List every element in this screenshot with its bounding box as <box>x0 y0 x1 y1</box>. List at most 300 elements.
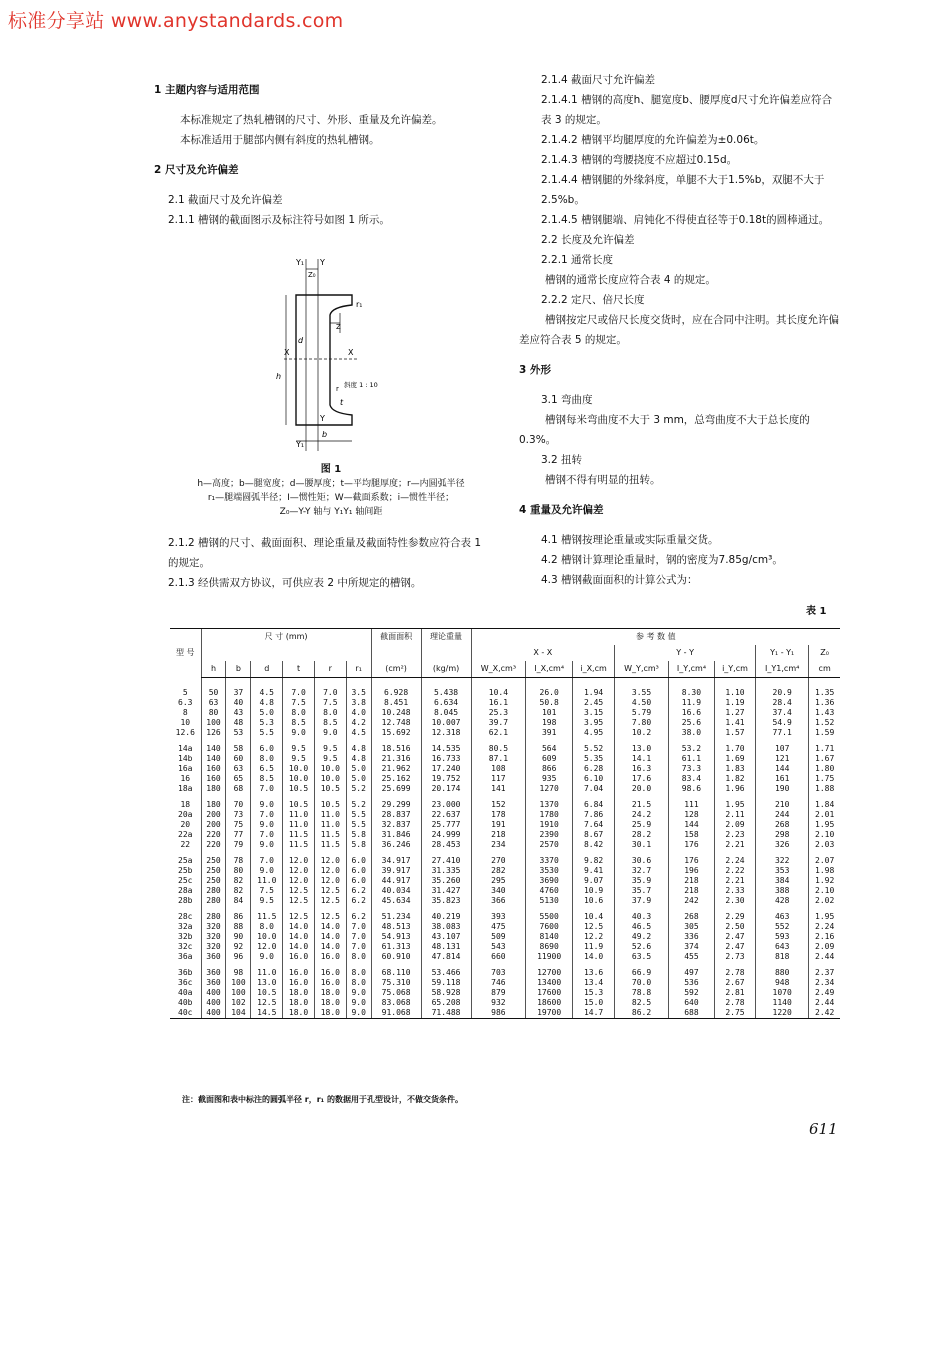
paragraph: 2.1 截面尺寸及允许偏差 <box>168 194 283 206</box>
table-cell: 6.84 <box>573 794 615 810</box>
table-cell: 8.30 <box>668 678 714 699</box>
table-cell: 10.5 <box>283 794 315 810</box>
table-cell: 10.2 <box>615 728 669 738</box>
table-cell: 13.4 <box>573 978 615 988</box>
table-cell: 7.0 <box>346 942 371 952</box>
table-cell: 19700 <box>526 1008 573 1019</box>
table-cell: 100 <box>226 988 251 998</box>
cell-model: 28c <box>178 912 193 921</box>
table-cell: 2.47 <box>714 942 755 952</box>
table-cell: 1.71 <box>809 738 840 754</box>
table-row <box>170 886 840 896</box>
table-cell: 14.7 <box>573 1008 615 1019</box>
table-cell: 11.5 <box>314 840 346 850</box>
table-cell: 2.29 <box>714 906 755 922</box>
table-cell: 880 <box>756 962 809 978</box>
table-cell: 12.5 <box>251 998 283 1008</box>
th-xx: X - X <box>471 645 615 661</box>
paragraph: 槽钢不得有明显的扭转。 <box>545 474 661 486</box>
table-cell: 475 <box>471 922 526 932</box>
table-cell: 1070 <box>756 988 809 998</box>
table-cell: 6.0 <box>346 850 371 866</box>
table-cell: 11.0 <box>314 810 346 820</box>
paragraph: 4.3 槽钢截面面积的计算公式为： <box>541 574 698 586</box>
table-cell: 22.637 <box>421 810 471 820</box>
paragraph: 槽钢每米弯曲度不大于 3 mm，总弯曲度不大于总长度的0.3%。 <box>519 414 810 446</box>
table-cell: 3.15 <box>573 708 615 718</box>
table-cell: 12.2 <box>573 932 615 942</box>
th-area: 截面面积 <box>371 629 421 646</box>
table-cell: 14.0 <box>283 932 315 942</box>
th-z0: Z₀ <box>809 645 840 661</box>
table-cell: 60.910 <box>371 952 421 962</box>
th-r1: r₁ <box>346 661 371 678</box>
left-column-continued <box>154 533 490 593</box>
table-cell: 3.95 <box>573 718 615 728</box>
watermark[interactable]: 标准分享站 www.anystandards.com <box>8 10 344 32</box>
table-cell: 91.068 <box>371 1008 421 1019</box>
table-row <box>170 698 840 708</box>
table-cell: 2.23 <box>714 830 755 840</box>
table-cell: 12.318 <box>421 728 471 738</box>
table-cell: 198 <box>526 718 573 728</box>
th-ref: 参 考 数 值 <box>471 629 840 646</box>
table-cell: 1.80 <box>809 764 840 774</box>
table-cell: 4.8 <box>346 738 371 754</box>
table-cell: 14.0 <box>283 922 315 932</box>
table-cell: 7.04 <box>573 784 615 794</box>
paragraph: 槽钢按定尺或倍尺长度交货时，应在合同中注明。其长度允许偏差应符合表 5 的规定。 <box>519 314 839 346</box>
table-cell: 1.10 <box>714 678 755 699</box>
table-row <box>170 998 840 1008</box>
table-cell: 6.634 <box>421 698 471 708</box>
table-cell: 52.6 <box>615 942 669 952</box>
table-cell: 11.5 <box>251 906 283 922</box>
table-cell: 15.0 <box>573 998 615 1008</box>
th-d: d <box>251 661 283 678</box>
section-heading: 1 主题内容与适用范围 <box>154 84 260 96</box>
table-cell: 11.9 <box>573 942 615 952</box>
table-cell: 53.466 <box>421 962 471 978</box>
table-cell: 5.52 <box>573 738 615 754</box>
table-cell: 9.5 <box>314 738 346 754</box>
table-cell: 196 <box>668 866 714 876</box>
table-cell: 5.3 <box>251 718 283 728</box>
table-row <box>170 896 840 906</box>
paragraph: 2.1.4.3 槽钢的弯腰挠度不应超过0.15d。 <box>541 154 738 166</box>
table-cell: 8.0 <box>314 708 346 718</box>
fig-label-y1-top: Y₁ <box>296 258 305 267</box>
table-cell: 340 <box>471 886 526 896</box>
table-cell: 688 <box>668 1008 714 1019</box>
table-cell: 101 <box>526 708 573 718</box>
table-cell: 158 <box>668 830 714 840</box>
table-cell: 86.2 <box>615 1008 669 1019</box>
cell-model: 36c <box>178 978 193 987</box>
table-cell: 12700 <box>526 962 573 978</box>
table-cell: 4.50 <box>615 698 669 708</box>
cell-model: 32c <box>178 942 193 951</box>
table-cell: 16.0 <box>283 978 315 988</box>
table-cell: 9.82 <box>573 850 615 866</box>
cell-model: 14a <box>178 744 193 753</box>
table-cell: 141 <box>471 784 526 794</box>
th-dims: 尺 寸 (mm) <box>201 629 371 646</box>
table-cell: 320 <box>201 942 226 952</box>
table-cell: 46.5 <box>615 922 669 932</box>
table-cell: 2.22 <box>714 866 755 876</box>
table-cell: 1.52 <box>809 718 840 728</box>
table-cell: 295 <box>471 876 526 886</box>
table-cell: 66.9 <box>615 962 669 978</box>
table-cell: 270 <box>471 850 526 866</box>
cell-model: 36b <box>178 968 193 977</box>
table-cell: 75 <box>226 820 251 830</box>
table-cell: 7.0 <box>251 850 283 866</box>
table-cell: 9.5 <box>283 738 315 754</box>
table-cell: 8.5 <box>283 718 315 728</box>
table-cell: 5.5 <box>346 820 371 830</box>
table-cell: 305 <box>668 922 714 932</box>
table-cell: 391 <box>526 728 573 738</box>
table-cell: 360 <box>201 952 226 962</box>
table-cell: 100 <box>226 978 251 988</box>
table-row <box>170 962 840 978</box>
table-cell: 1780 <box>526 810 573 820</box>
figure-caption-line: Z₀—Y-Y 轴与 Y₁Y₁ 轴间距 <box>279 507 383 517</box>
paragraph: 2.1.3 经供需双方协议，可供应表 2 中所规定的槽钢。 <box>168 577 422 589</box>
table-row <box>170 840 840 850</box>
table-cell: 1.82 <box>714 774 755 784</box>
table-cell: 35.9 <box>615 876 669 886</box>
cell-model: 18a <box>178 784 193 793</box>
cell-model: 8 <box>182 708 188 717</box>
table-cell: 14.535 <box>421 738 471 754</box>
table-cell: 366 <box>471 896 526 906</box>
left-column <box>154 80 490 230</box>
table-cell: 16.733 <box>421 754 471 764</box>
channel-section-figure <box>240 255 400 455</box>
table-cell: 54.913 <box>371 932 421 942</box>
table-cell: 36.246 <box>371 840 421 850</box>
cell-model: 25b <box>178 866 193 875</box>
table-cell: 463 <box>756 906 809 922</box>
table-cell: 2570 <box>526 840 573 850</box>
table-cell: 2.24 <box>809 922 840 932</box>
table-cell: 27.410 <box>421 850 471 866</box>
table-cell: 2.21 <box>714 840 755 850</box>
table-cell: 7.80 <box>615 718 669 728</box>
table-cell: 9.0 <box>251 952 283 962</box>
table-cell: 400 <box>201 988 226 998</box>
table-cell: 23.000 <box>421 794 471 810</box>
table-cell: 11.0 <box>251 962 283 978</box>
table-cell: 4760 <box>526 886 573 896</box>
table-cell: 5.5 <box>346 810 371 820</box>
table-cell: 82 <box>226 886 251 896</box>
table-cell: 2.73 <box>714 952 755 962</box>
table-cell: 5.0 <box>346 764 371 774</box>
table-cell: 28.837 <box>371 810 421 820</box>
table-cell: 12.5 <box>314 906 346 922</box>
table-cell: 63 <box>201 698 226 708</box>
table-cell: 54.9 <box>756 718 809 728</box>
table-cell: 8.451 <box>371 698 421 708</box>
table-cell: 455 <box>668 952 714 962</box>
table-cell: 298 <box>756 830 809 840</box>
table-cell: 12.0 <box>283 850 315 866</box>
th-b: b <box>226 661 251 678</box>
table-cell: 3.55 <box>615 678 669 699</box>
table-cell: 1.94 <box>573 678 615 699</box>
table-cell: 32.7 <box>615 866 669 876</box>
table-cell: 176 <box>668 850 714 866</box>
table-cell: 18.0 <box>314 998 346 1008</box>
table-cell: 65 <box>226 774 251 784</box>
table-cell: 28.453 <box>421 840 471 850</box>
table-cell: 28.4 <box>756 698 809 708</box>
th-weight-unit: (kg/m) <box>421 661 471 678</box>
table-cell: 746 <box>471 978 526 988</box>
table-cell: 2.09 <box>809 942 840 952</box>
paragraph: 2.1.2 槽钢的尺寸、截面面积、理论重量及截面特性参数应符合表 1 的规定。 <box>168 537 482 569</box>
table-cell: 18.0 <box>283 988 315 998</box>
table-cell: 92 <box>226 942 251 952</box>
table-cell: 20.9 <box>756 678 809 699</box>
figure-title: 图 1 <box>320 464 342 475</box>
table-cell: 79 <box>226 840 251 850</box>
table-cell: 552 <box>756 922 809 932</box>
table-cell: 13400 <box>526 978 573 988</box>
table-cell: 428 <box>756 896 809 906</box>
cell-model: 22a <box>178 830 193 839</box>
table-cell: 2.34 <box>809 978 840 988</box>
table-cell: 35.823 <box>421 896 471 906</box>
paragraph: 2.1.4 截面尺寸允许偏差 <box>541 74 656 86</box>
table-cell: 4.2 <box>346 718 371 728</box>
table-cell: 18.0 <box>314 1008 346 1019</box>
paragraph: 本标准规定了热轧槽钢的尺寸、外形、重量及允许偏差。 <box>180 114 443 126</box>
table-cell: 986 <box>471 1008 526 1019</box>
table-cell: 12.0 <box>314 876 346 886</box>
table-cell: 9.0 <box>251 840 283 850</box>
table-cell: 7.5 <box>251 886 283 896</box>
cell-model: 16a <box>178 764 193 773</box>
table-cell: 4.8 <box>251 698 283 708</box>
table-cell: 10.4 <box>573 906 615 922</box>
table-cell: 20.174 <box>421 784 471 794</box>
table-cell: 48 <box>226 718 251 728</box>
cell-model: 22 <box>180 840 191 849</box>
table-cell: 1.69 <box>714 754 755 764</box>
table-cell: 1.59 <box>809 728 840 738</box>
table-cell: 9.5 <box>251 896 283 906</box>
table-cell: 83.4 <box>668 774 714 784</box>
table-cell: 161 <box>756 774 809 784</box>
table-cell: 82.5 <box>615 998 669 1008</box>
table-row <box>170 810 840 820</box>
table-cell: 11.5 <box>314 830 346 840</box>
table-row <box>170 952 840 962</box>
th-model: 型 号 <box>170 629 201 678</box>
table-cell: 2.81 <box>714 988 755 998</box>
table-cell: 43 <box>226 708 251 718</box>
table-cell: 144 <box>668 820 714 830</box>
table-cell: 9.41 <box>573 866 615 876</box>
table-cell: 7.0 <box>251 830 283 840</box>
table-cell: 70 <box>226 794 251 810</box>
table-cell: 40.219 <box>421 906 471 922</box>
table-cell: 8.5 <box>314 718 346 728</box>
table-cell: 31.846 <box>371 830 421 840</box>
table-cell: 31.427 <box>421 886 471 896</box>
paragraph: 2.2.1 通常长度 <box>541 254 614 266</box>
table-cell: 40.034 <box>371 886 421 896</box>
table-cell: 564 <box>526 738 573 754</box>
table-cell: 20.0 <box>615 784 669 794</box>
table-cell: 126 <box>201 728 226 738</box>
table-cell: 11.5 <box>283 840 315 850</box>
table-cell: 6.0 <box>346 876 371 886</box>
table-cell: 34.917 <box>371 850 421 866</box>
table-cell: 13.0 <box>615 738 669 754</box>
th-iy: I_Y,cm⁴ <box>668 661 714 678</box>
table-cell: 2390 <box>526 830 573 840</box>
table-cell: 50 <box>201 678 226 699</box>
table-cell: 10.5 <box>314 784 346 794</box>
table-cell: 21.5 <box>615 794 669 810</box>
table-cell: 7.0 <box>314 678 346 699</box>
table-cell: 200 <box>201 810 226 820</box>
table-cell: 17.6 <box>615 774 669 784</box>
table-cell: 2.49 <box>809 988 840 998</box>
table-cell: 660 <box>471 952 526 962</box>
table-cell: 9.0 <box>346 988 371 998</box>
paragraph: 2.1.1 槽钢的截面图示及标注符号如图 1 所示。 <box>168 214 390 226</box>
table-cell: 38.0 <box>668 728 714 738</box>
table-row <box>170 678 840 699</box>
table-cell: 10.5 <box>251 988 283 998</box>
table-cell: 26.0 <box>526 678 573 699</box>
table-row <box>170 794 840 810</box>
table-cell: 7.86 <box>573 810 615 820</box>
table-cell: 4.5 <box>346 728 371 738</box>
table-cell: 393 <box>471 906 526 922</box>
table-cell: 2.67 <box>714 978 755 988</box>
table-cell: 1.95 <box>809 906 840 922</box>
table-cell: 14.0 <box>314 942 346 952</box>
table-cell: 11900 <box>526 952 573 962</box>
th-wy: W_Y,cm³ <box>615 661 669 678</box>
table-cell: 497 <box>668 962 714 978</box>
table-cell: 25.162 <box>371 774 421 784</box>
table-cell: 90 <box>226 932 251 942</box>
table-cell: 128 <box>668 810 714 820</box>
table-cell: 71.488 <box>421 1008 471 1019</box>
table-cell: 176 <box>668 840 714 850</box>
table-cell: 62.1 <box>471 728 526 738</box>
table-cell: 5.2 <box>346 784 371 794</box>
table-cell: 87.1 <box>471 754 526 764</box>
fig-label-t: t <box>340 398 344 407</box>
table-cell: 6.5 <box>251 764 283 774</box>
table-cell: 98.6 <box>668 784 714 794</box>
th-iy-radius: i_Y,cm <box>714 661 755 678</box>
cell-model: 40c <box>170 1008 201 1019</box>
table-cell: 643 <box>756 942 809 952</box>
table-cell: 11.0 <box>314 820 346 830</box>
cell-model: 40b <box>178 998 193 1007</box>
table-cell: 268 <box>756 820 809 830</box>
th-iy1: I_Y1,cm⁴ <box>756 661 809 678</box>
cell-model: 40a <box>178 988 193 997</box>
table-cell: 4.8 <box>346 754 371 764</box>
table-cell: 9.0 <box>251 820 283 830</box>
table-cell: 5500 <box>526 906 573 922</box>
table-cell: 12.5 <box>314 896 346 906</box>
table-cell: 1.19 <box>714 698 755 708</box>
table-cell: 250 <box>201 866 226 876</box>
table-cell: 18.0 <box>283 998 315 1008</box>
table-cell: 12.5 <box>573 922 615 932</box>
table-cell: 111 <box>668 794 714 810</box>
table-row <box>170 708 840 718</box>
fig-label-z0: Z₀ <box>308 271 316 279</box>
table-cell: 5.79 <box>615 708 669 718</box>
table-cell: 5.8 <box>346 830 371 840</box>
table-cell: 16.0 <box>314 978 346 988</box>
table-row <box>170 866 840 876</box>
table-cell: 28.2 <box>615 830 669 840</box>
table-cell: 78.8 <box>615 988 669 998</box>
table-row <box>170 830 840 840</box>
table-cell: 39.7 <box>471 718 526 728</box>
table-cell: 9.0 <box>251 794 283 810</box>
table-cell: 39.917 <box>371 866 421 876</box>
table-cell: 19.752 <box>421 774 471 784</box>
table-cell: 2.33 <box>714 886 755 896</box>
table-cell: 2.45 <box>573 698 615 708</box>
table-row <box>170 988 840 998</box>
section-heading: 2 尺寸及允许偏差 <box>154 164 239 176</box>
right-column <box>519 70 841 590</box>
table-cell: 2.09 <box>714 820 755 830</box>
table-cell: 11.5 <box>283 830 315 840</box>
table-cell: 24.2 <box>615 810 669 820</box>
table-cell: 70.0 <box>615 978 669 988</box>
table-cell: 6.2 <box>346 896 371 906</box>
table-cell: 12.0 <box>314 866 346 876</box>
table-cell: 77.1 <box>756 728 809 738</box>
table-cell: 32.837 <box>371 820 421 830</box>
table-row <box>170 728 840 738</box>
table-cell: 63 <box>226 764 251 774</box>
table-cell: 100 <box>201 718 226 728</box>
table-cell: 280 <box>201 906 226 922</box>
table-cell: 8.5 <box>251 774 283 784</box>
table-cell: 2.10 <box>809 830 840 840</box>
table-cell: 11.0 <box>251 876 283 886</box>
table-cell: 3.5 <box>346 678 371 699</box>
table-cell: 1.75 <box>809 774 840 784</box>
th-weight: 理论重量 <box>421 629 471 646</box>
table-cell: 25.3 <box>471 708 526 718</box>
table-cell: 1.95 <box>714 794 755 810</box>
table-cell: 1.70 <box>714 738 755 754</box>
table-cell: 45.634 <box>371 896 421 906</box>
table-cell: 543 <box>471 942 526 952</box>
table-cell: 178 <box>471 810 526 820</box>
